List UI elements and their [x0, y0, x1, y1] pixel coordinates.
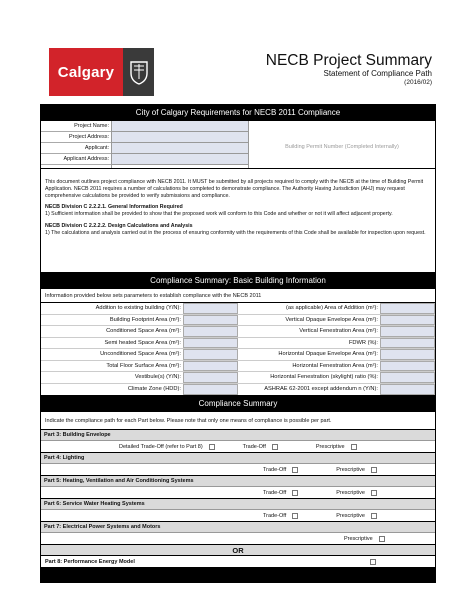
- prescriptive-label: Prescriptive: [344, 535, 373, 542]
- tradeoff-label: Trade-Off: [242, 443, 266, 450]
- applicant-address-field[interactable]: [112, 154, 248, 165]
- project-address-field[interactable]: [112, 132, 248, 143]
- part-8-row: [41, 556, 435, 568]
- prescriptive-label: Prescriptive: [336, 512, 365, 519]
- crest-icon: [123, 48, 154, 96]
- intro-paragraph: This document outlines project compliance with NECB 2011. It MUST be submitted by all projects required to comply with the NECB at the time of Building Permit Application. NECB 2011 requires a number of calculations be completed to demonstrate compliance. The Authority Having Jurisdiction (AHJ) may request comprehensive calculations be provided to verify submissions and compliance.: [45, 179, 424, 199]
- part-8-checkbox[interactable]: [370, 559, 376, 565]
- footer-bar: [41, 568, 435, 582]
- param-label: Total Floor Surface Area (m²):: [106, 362, 181, 369]
- applicant-field[interactable]: [112, 143, 248, 154]
- param-field[interactable]: [380, 349, 435, 360]
- part-8-label: Part 8: Performance Energy Model: [45, 558, 135, 565]
- page-subtitle: Statement of Compliance Path: [323, 69, 432, 78]
- requirements-header: City of Calgary Requirements for NECB 2011 Compliance: [41, 105, 435, 121]
- project-address-label: Project Address:: [41, 132, 111, 143]
- tradeoff-label: Trade-Off: [263, 466, 287, 473]
- param-field[interactable]: [380, 303, 435, 314]
- part-3-header: Part 3: Building Envelope: [41, 430, 435, 441]
- param-field[interactable]: [183, 361, 238, 372]
- compliance-header: Compliance Summary: [41, 396, 435, 412]
- param-field[interactable]: [380, 384, 435, 396]
- part-6-header: Part 6: Service Water Heating Systems: [41, 499, 435, 510]
- or-divider: OR: [41, 545, 435, 556]
- param-field[interactable]: [183, 372, 238, 383]
- part-5-prescriptive-checkbox[interactable]: [371, 490, 377, 496]
- part-5-header: Part 5: Heating, Ventilation and Air Conditioning Systems: [41, 476, 435, 487]
- prescriptive-label: Prescriptive: [336, 466, 365, 473]
- param-label: Horizontal Fenestration (skylight) ratio (%):: [270, 374, 378, 380]
- tradeoff-label: Trade-Off: [263, 489, 287, 496]
- form-frame: [40, 104, 436, 583]
- division-2-title: NECB Division C 2.2.2.2. Design Calculations and Analysis: [45, 222, 193, 229]
- parameters-left: [41, 303, 238, 395]
- tradeoff-label: Trade-Off: [263, 512, 287, 519]
- param-field[interactable]: [380, 326, 435, 337]
- logo-wordmark: Calgary: [49, 48, 123, 96]
- part-4-prescriptive-checkbox[interactable]: [371, 467, 377, 473]
- param-field[interactable]: [183, 303, 238, 314]
- part-3-options: [41, 441, 435, 453]
- param-label: Vertical Fenestration Area (m²):: [299, 328, 378, 334]
- city-logo: [49, 48, 154, 96]
- param-label: Building Footprint Area (m²):: [109, 316, 181, 323]
- prescriptive-label: Prescriptive: [336, 489, 365, 496]
- param-label: Climate Zone (HDD):: [127, 385, 181, 392]
- param-label: FDWR (%):: [348, 339, 378, 346]
- part-4-options: [41, 464, 435, 476]
- division-1-text: 1) Sufficient information shall be provided to show that the proposed work will conform to this Code and whether or not it will affect adjacent property.: [45, 211, 393, 218]
- param-field[interactable]: [183, 349, 238, 360]
- project-name-label: Project Name:: [41, 121, 111, 132]
- compliance-instruction: Indicate the compliance path for each Part below. Please note that only one means of compliance is possible per part.: [41, 412, 435, 430]
- param-label: (as applicable) Area of Addition (m²):: [286, 305, 378, 311]
- part-5-tradeoff-checkbox[interactable]: [292, 490, 298, 496]
- param-field[interactable]: [380, 315, 435, 326]
- param-field[interactable]: [380, 361, 435, 372]
- param-label: Horizontal Opaque Envelope Area (m²):: [278, 351, 378, 357]
- part-4-header: Part 4: Lighting: [41, 453, 435, 464]
- part-5-options: [41, 487, 435, 499]
- part-6-prescriptive-checkbox[interactable]: [371, 513, 377, 519]
- param-field[interactable]: [183, 384, 238, 396]
- param-label: Vertical Opaque Envelope Area (m²):: [285, 316, 378, 323]
- basic-info-note: Information provided below sets parameters to establish compliance with the NECB 2011: [41, 289, 435, 303]
- part-6-options: [41, 510, 435, 522]
- param-label: Horizontal Fenestration Area (m²):: [292, 362, 378, 369]
- basic-info-header: Compliance Summary: Basic Building Information: [41, 273, 435, 289]
- applicant-label: Applicant:: [41, 143, 111, 154]
- param-label: Semi heated Space Area (m²):: [104, 339, 181, 346]
- prescriptive-label: Prescriptive: [315, 443, 345, 450]
- parameters-grid: [41, 303, 435, 396]
- param-field[interactable]: [183, 338, 238, 349]
- part-7-options: [41, 533, 435, 545]
- param-field[interactable]: [183, 315, 238, 326]
- param-field[interactable]: [183, 326, 238, 337]
- intro-section: [41, 169, 435, 273]
- page-title: NECB Project Summary: [265, 52, 432, 69]
- part-4-tradeoff-checkbox[interactable]: [292, 467, 298, 473]
- permit-number-field[interactable]: Building Permit Number (Completed Internally): [285, 143, 399, 150]
- param-label: Addition to existing building (Y/N):: [95, 305, 181, 311]
- part-3-prescriptive-checkbox[interactable]: [351, 444, 357, 450]
- part-6-tradeoff-checkbox[interactable]: [292, 513, 298, 519]
- applicant-address-label: Applicant Address:: [41, 154, 111, 165]
- param-field[interactable]: [380, 372, 435, 383]
- revision-date: (2016/02): [404, 79, 432, 86]
- part-3-tradeoff-checkbox[interactable]: [272, 444, 278, 450]
- project-name-field[interactable]: [112, 121, 248, 132]
- project-info-section: [41, 121, 435, 169]
- parameters-right: [238, 303, 435, 395]
- param-field[interactable]: [380, 338, 435, 349]
- division-2-text: 1) The calculations and analysis carried out in the process of ensuring conformity with the requirements of this Code shall be available for inspection upon request.: [45, 229, 426, 236]
- param-label: Conditioned Space Area (m²):: [106, 328, 181, 334]
- part-7-header: Part 7: Electrical Power Systems and Motors: [41, 522, 435, 533]
- division-1-title: NECB Division C 2.2.2.1. General Information Required: [45, 204, 183, 211]
- param-label: Vestibule(s) (Y/N):: [134, 374, 181, 380]
- param-label: Unconditioned Space Area (m²):: [100, 351, 181, 357]
- detailed-tradeoff-label: Detailed Trade-Off (refer to Part 8): [119, 443, 203, 450]
- part-7-prescriptive-checkbox[interactable]: [379, 536, 385, 542]
- part-3-detailed-checkbox[interactable]: [209, 444, 215, 450]
- param-label: ASHRAE 62-2001 except addendum n (Y/N):: [264, 385, 378, 392]
